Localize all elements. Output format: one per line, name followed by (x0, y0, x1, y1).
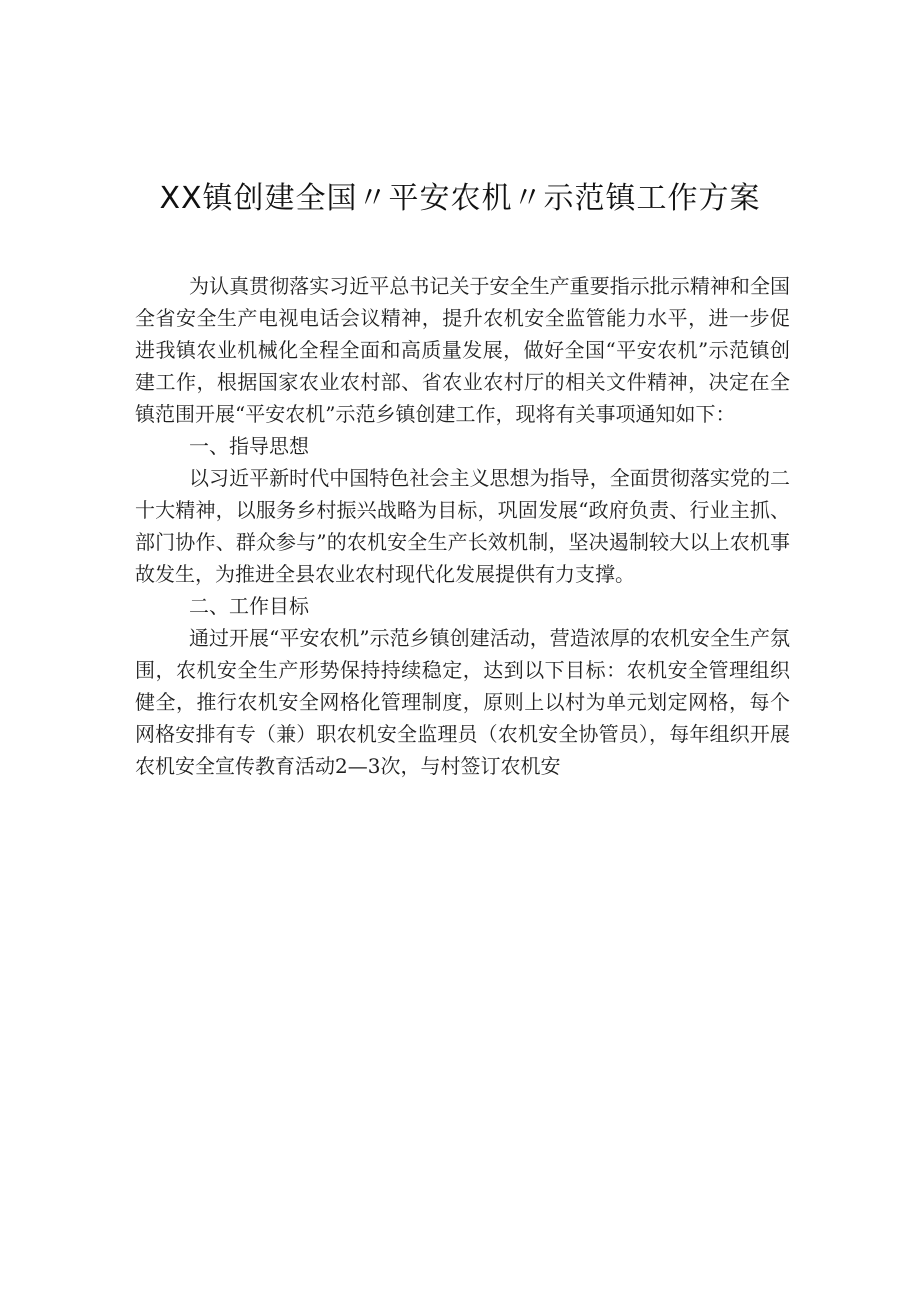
guiding-ideology-paragraph: 以习近平新时代中国特色社会主义思想为指导，全面贯彻落实党的二十大精神，以服务乡村振兴战略为目标，巩固发展“政府负责、行业主抓、部门协作、群众参与”的农机安全生产长效机制，坚决遏制较大以上农机事故发生，为推进全县农业农村现代化发展提供有力支撑。 (135, 466, 790, 586)
document-body (135, 270, 790, 782)
section-heading-guiding-ideology: 一、指导思想 (189, 434, 309, 458)
document-title: XX镇创建全国〃平安农机〃示范镇工作方案 (159, 181, 761, 216)
work-goals-paragraph: 通过开展“平安农机”示范乡镇创建活动，营造浓厚的农机安全生产氛围，农机安全生产形势保持持续稳定，达到以下目标：农机安全管理组织健全，推行农机安全网格化管理制度，原则上以村为单元划定网格，每个网格安排有专（兼）职农机安全监理员（农机安全协管员），每年组织开展农机安全宣传教育活动2—3次，与村签订农机安 (135, 626, 790, 778)
section-heading-work-goals: 二、工作目标 (189, 594, 309, 618)
intro-paragraph: 为认真贯彻落实习近平总书记关于安全生产重要指示批示精神和全国全省安全生产电视电话会议精神，提升农机安全监管能力水平，进一步促进我镇农业机械化全程全面和高质量发展，做好全国“平安农机”示范镇创建工作，根据国家农业农村部、省农业农村厅的相关文件精神，决定在全镇范围开展“平安农机”示范乡镇创建工作，现将有关事项通知如下： (135, 274, 790, 426)
